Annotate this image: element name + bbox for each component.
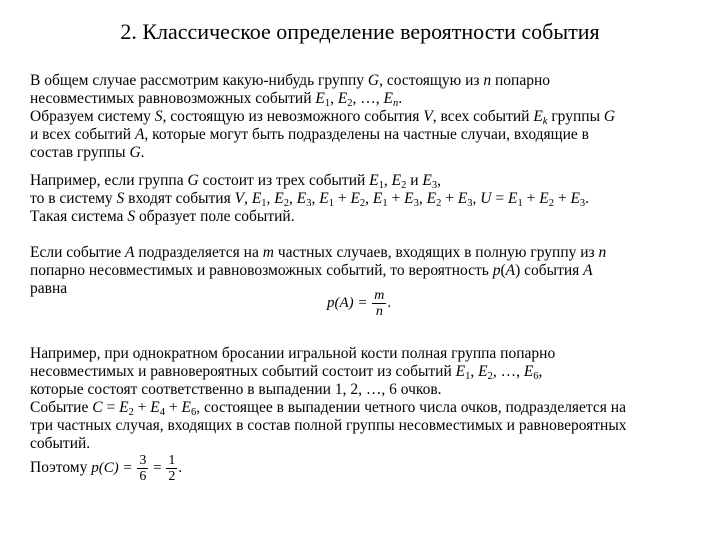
paragraph-example-field-of-events	[30, 172, 670, 226]
text-line: Если событие A подразделяется на m частных случаев, входящих в полную группу из n	[30, 244, 607, 261]
paragraph-dice-example	[30, 345, 670, 484]
text-line: равна	[30, 280, 68, 297]
text-line: попарно несовместимых и равновозможных событий, то вероятность p(A) события A	[30, 262, 593, 279]
text-line: несовместимых и равновероятных событий состоит из событий $E_1$, $E_2$, …, $E_6$,	[30, 363, 543, 382]
formula-probability-m-over-n: p(A) = $\frac{m}{n}$ .	[327, 288, 392, 319]
text-line: Событие $C = E_2 + E_4 + E_6$, состоящее в выпадении четного числа очков, подразделяется на	[30, 399, 626, 418]
paragraph-definition-setup	[30, 72, 670, 162]
text-line: три частных случая, входящих в состав полной группы несовместимых и равновероятных	[30, 417, 627, 434]
fraction: $\frac{m}{n}$	[374, 288, 385, 319]
text-line: и всех событий A, которые могут быть подразделены на частные случаи, входящие в	[30, 126, 589, 143]
fraction: $\frac{1}{2}$	[168, 453, 176, 484]
fraction: $\frac{3}{6}$	[139, 453, 147, 484]
text-line: несовместимых равновозможных событий $E_1$, $E_2$, …, $E_n$.	[30, 90, 403, 109]
text-line: Такая система S образует поле событий.	[30, 208, 295, 225]
text-line: Поэтому p(C) = $\frac{3}{6}$ = $\frac{1}{2}$ .	[30, 453, 183, 484]
text-line: Например, при однократном бросании игральной кости полная группа попарно	[30, 345, 556, 362]
formula-probability-c: p(C) = $\frac{3}{6}$ = $\frac{1}{2}$ .	[91, 453, 183, 484]
text-line: состав группы G.	[30, 144, 145, 161]
text-line: В общем случае рассмотрим какую-нибудь группу G, состоящую из n попарно	[30, 72, 550, 89]
slide-title: 2. Классическое определение вероятности события	[120, 19, 600, 44]
text-line: Образуем систему S, состоящую из невозможного события V, всех событий $E_k$ группы G	[30, 108, 616, 127]
text-line: то в систему S входят события V, $E_1$, $E_2$, $E_3$, $E_1 + E_2$, $E_1 + E_3$, $E_2 + E_3$, $U = E_1 + E_2 + E_3$.	[30, 190, 590, 209]
text-line: которые состоят соответственно в выпадении 1, 2, …, 6 очков.	[30, 381, 442, 398]
text-line: Например, если группа G состоит из трех событий $E_1$, $E_2$ и $E_3$,	[30, 172, 441, 191]
text-line: событий.	[30, 435, 91, 452]
